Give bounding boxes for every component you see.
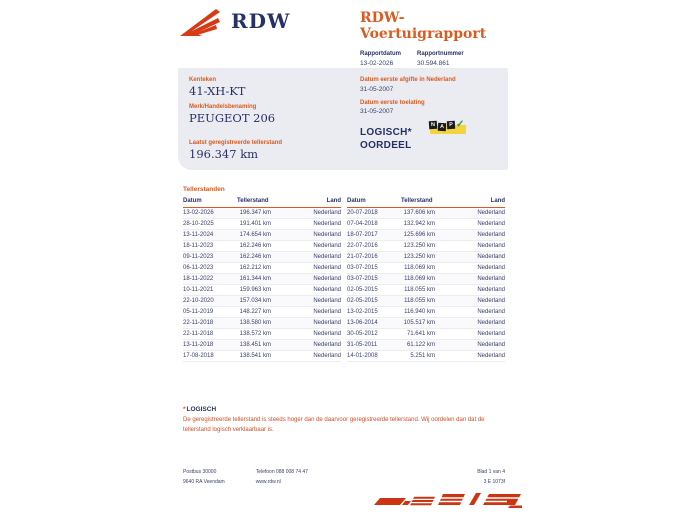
table-row	[183, 296, 341, 307]
land-cell: Nederland	[281, 340, 341, 351]
table-row	[183, 230, 341, 241]
datum-cell: 09-11-2023	[183, 252, 237, 263]
table-row	[347, 307, 505, 318]
datum-cell: 22-11-2018	[183, 318, 237, 329]
table-row	[183, 351, 341, 362]
rdw-logo	[178, 8, 290, 38]
datum-cell: 20-07-2018	[347, 208, 401, 219]
nap-check-icon: ✓	[456, 119, 465, 130]
tellerstand-cell: 159.963 km	[237, 285, 281, 296]
land-cell: Nederland	[281, 208, 341, 219]
land-cell: Nederland	[281, 274, 341, 285]
footer-doc-code: 3 E 1073f	[483, 479, 505, 485]
table-row	[347, 252, 505, 263]
footnote-title-text: LOGISCH	[186, 406, 217, 413]
tellerstanden-table-right	[347, 196, 505, 362]
footer-page-number: Blad 1 van 4	[477, 469, 505, 475]
footer-contact	[256, 467, 308, 487]
datum-cell: 18-11-2022	[183, 274, 237, 285]
table-row	[347, 296, 505, 307]
datum-cell: 13-11-2018	[183, 340, 237, 351]
nap-letter-n: N	[429, 121, 438, 130]
tellerstand-cell: 118.069 km	[401, 274, 445, 285]
land-cell: Nederland	[445, 318, 505, 329]
datum-cell: 18-11-2023	[183, 241, 237, 252]
datum-cell: 22-07-2016	[347, 241, 401, 252]
table-row	[347, 208, 505, 219]
land-cell: Nederland	[281, 296, 341, 307]
report-date-label: Rapportdatum	[360, 51, 401, 57]
tellerstand-cell: 61.122 km	[401, 340, 445, 351]
tellerstand-cell: 148.227 km	[237, 307, 281, 318]
tellerstand-cell: 125.696 km	[401, 230, 445, 241]
datum-cell: 02-05-2015	[347, 285, 401, 296]
logisch-footnote	[183, 406, 513, 435]
footnote-text: De geregistreerde tellerstand is steeds hoger dan de daarvoor geregistreerde tellerstand. Wij oordelen dan dat de tellerstand logisch verklaarbaar is.	[183, 417, 485, 433]
land-cell: Nederland	[445, 274, 505, 285]
eerste-toelating-label: Datum eerste toelating	[360, 99, 425, 106]
report-number-block	[417, 51, 464, 67]
table-row	[183, 219, 341, 230]
land-cell: Nederland	[281, 285, 341, 296]
datum-cell: 13-02-2026	[183, 208, 237, 219]
land-cell: Nederland	[445, 252, 505, 263]
land-cell: Nederland	[281, 351, 341, 362]
table-header-row	[347, 196, 505, 208]
kenteken-value: 41-XH-KT	[189, 84, 246, 98]
kenteken-label: Kenteken	[189, 77, 217, 83]
report-header	[360, 10, 510, 67]
tellerstand-cell: 118.069 km	[401, 263, 445, 274]
footer-website: www.rdw.nl	[255, 479, 281, 485]
speed-lines-graphic-icon	[372, 489, 522, 512]
table-row	[347, 241, 505, 252]
column-header-tellerstand: Tellerstand	[401, 196, 445, 208]
vehicle-summary-panel	[178, 68, 508, 170]
tellerstand-cell: 157.034 km	[237, 296, 281, 307]
datum-cell: 21-07-2016	[347, 252, 401, 263]
datum-cell: 07-04-2018	[347, 219, 401, 230]
table-row	[183, 285, 341, 296]
land-cell: Nederland	[445, 208, 505, 219]
tellerstand-cell: 132.942 km	[401, 219, 445, 230]
land-cell: Nederland	[281, 307, 341, 318]
table-row	[183, 241, 341, 252]
table-row	[183, 340, 341, 351]
land-cell: Nederland	[445, 296, 505, 307]
oordeel-line2: OORDEEL	[360, 140, 412, 151]
footnote-title	[183, 406, 513, 413]
tellerstand-cell: 138.580 km	[237, 318, 281, 329]
footer-address-line2: 9640 RA Veendam	[183, 479, 225, 485]
tellerstand-cell: 162.246 km	[237, 252, 281, 263]
table-row	[183, 329, 341, 340]
tellerstanden-title: Tellerstanden	[183, 186, 225, 193]
datum-cell: 03-07-2015	[347, 274, 401, 285]
tellerstand-cell: 138.541 km	[237, 351, 281, 362]
laatste-tellerstand-label: Laatst geregistreerde tellerstand	[189, 140, 283, 146]
table-row	[347, 318, 505, 329]
table-row	[183, 263, 341, 274]
land-cell: Nederland	[281, 241, 341, 252]
tellerstand-cell: 71.641 km	[401, 329, 445, 340]
datum-cell: 05-11-2019	[183, 307, 237, 318]
land-cell: Nederland	[445, 340, 505, 351]
table-row	[347, 274, 505, 285]
column-header-tellerstand: Tellerstand	[237, 196, 281, 208]
nap-letter-p: P	[447, 121, 455, 129]
column-header-datum: Datum	[347, 196, 401, 208]
merk-label: Merk/Handelsbenaming	[189, 104, 257, 110]
table-row	[183, 307, 341, 318]
land-cell: Nederland	[445, 219, 505, 230]
tellerstand-cell: 161.344 km	[237, 274, 281, 285]
footnote-asterisk: *	[183, 406, 186, 413]
datum-cell: 18-07-2017	[347, 230, 401, 241]
merk-value: PEUGEOT 206	[189, 111, 276, 125]
land-cell: Nederland	[281, 252, 341, 263]
datum-cell: 28-10-2025	[183, 219, 237, 230]
land-cell: Nederland	[445, 241, 505, 252]
page-title: RDW-Voertuigrapport	[360, 10, 487, 42]
tellerstand-cell: 137.606 km	[401, 208, 445, 219]
datum-cell: 17-08-2018	[183, 351, 237, 362]
tellerstand-cell: 138.451 km	[237, 340, 281, 351]
datum-cell: 02-05-2015	[347, 296, 401, 307]
tellerstand-cell: 123.250 km	[401, 252, 445, 263]
table-row	[347, 219, 505, 230]
table-header-row	[183, 196, 341, 208]
table-row	[347, 351, 505, 362]
land-cell: Nederland	[281, 230, 341, 241]
table-row	[347, 340, 505, 351]
land-cell: Nederland	[445, 263, 505, 274]
land-cell: Nederland	[281, 263, 341, 274]
land-cell: Nederland	[445, 329, 505, 340]
tellerstand-cell: 196.347 km	[237, 208, 281, 219]
table-row	[183, 274, 341, 285]
land-cell: Nederland	[281, 219, 341, 230]
tellerstand-cell: 118.055 km	[401, 285, 445, 296]
datum-cell: 13-11-2024	[183, 230, 237, 241]
tellerstanden-section	[183, 186, 505, 362]
tellerstand-cell: 191.401 km	[237, 219, 281, 230]
datum-cell: 14-01-2008	[347, 351, 401, 362]
report-date-value: 13-02-2026	[360, 59, 394, 67]
footer-address	[183, 467, 225, 487]
tellerstand-cell: 162.246 km	[237, 241, 281, 252]
datum-cell: 13-06-2014	[347, 318, 401, 329]
land-cell: Nederland	[445, 230, 505, 241]
footer-address-line1: Postbus 30000	[183, 469, 217, 475]
report-number-value: 30.594.861	[417, 59, 450, 67]
report-number-label: Rapportnummer	[417, 51, 464, 57]
datum-cell: 10-11-2021	[183, 285, 237, 296]
datum-cell: 06-11-2023	[183, 263, 237, 274]
page-footer	[183, 467, 505, 487]
land-cell: Nederland	[445, 307, 505, 318]
report-date-block	[360, 51, 401, 67]
land-cell: Nederland	[445, 351, 505, 362]
footer-page-info	[477, 467, 505, 487]
tellerstand-cell: 5.251 km	[401, 351, 445, 362]
eerste-toelating-value: 31-05-2007	[360, 108, 394, 115]
table-row	[183, 252, 341, 263]
datum-cell: 30-05-2012	[347, 329, 401, 340]
tellerstanden-table-left	[183, 196, 341, 362]
tellerstand-cell: 123.250 km	[401, 241, 445, 252]
datum-cell: 31-05-2011	[347, 340, 401, 351]
nap-letter-a: A	[438, 123, 446, 131]
land-cell: Nederland	[281, 329, 341, 340]
column-header-land: Land	[445, 196, 505, 208]
datum-cell: 22-11-2018	[183, 329, 237, 340]
table-row	[183, 208, 341, 219]
table-row	[183, 318, 341, 329]
footer-phone: Telefoon 088 008 74 47	[255, 469, 308, 475]
tellerstand-cell: 118.055 km	[401, 296, 445, 307]
nap-logo-icon	[428, 120, 474, 137]
datum-cell: 13-02-2015	[347, 307, 401, 318]
column-header-datum: Datum	[183, 196, 237, 208]
land-cell: Nederland	[445, 285, 505, 296]
rdw-logo-text: RDW	[231, 9, 291, 33]
eerste-afgifte-label: Datum eerste afgifte in Nederland	[360, 77, 456, 83]
land-cell: Nederland	[281, 318, 341, 329]
datum-cell: 22-10-2020	[183, 296, 237, 307]
table-row	[347, 329, 505, 340]
laatste-tellerstand-value: 196.347 km	[189, 147, 259, 161]
oordeel-line1: LOGISCH*	[360, 127, 412, 138]
tellerstand-cell: 116.940 km	[401, 307, 445, 318]
table-row	[347, 285, 505, 296]
column-header-land: Land	[281, 196, 341, 208]
table-row	[347, 263, 505, 274]
tellerstand-cell: 174.654 km	[237, 230, 281, 241]
tellerstand-cell: 138.572 km	[237, 329, 281, 340]
datum-cell: 03-07-2015	[347, 263, 401, 274]
tellerstand-cell: 162.212 km	[237, 263, 281, 274]
rdw-wing-icon	[178, 8, 224, 38]
table-row	[347, 230, 505, 241]
eerste-afgifte-value: 31-05-2007	[360, 85, 394, 93]
tellerstand-cell: 105.517 km	[401, 318, 445, 329]
